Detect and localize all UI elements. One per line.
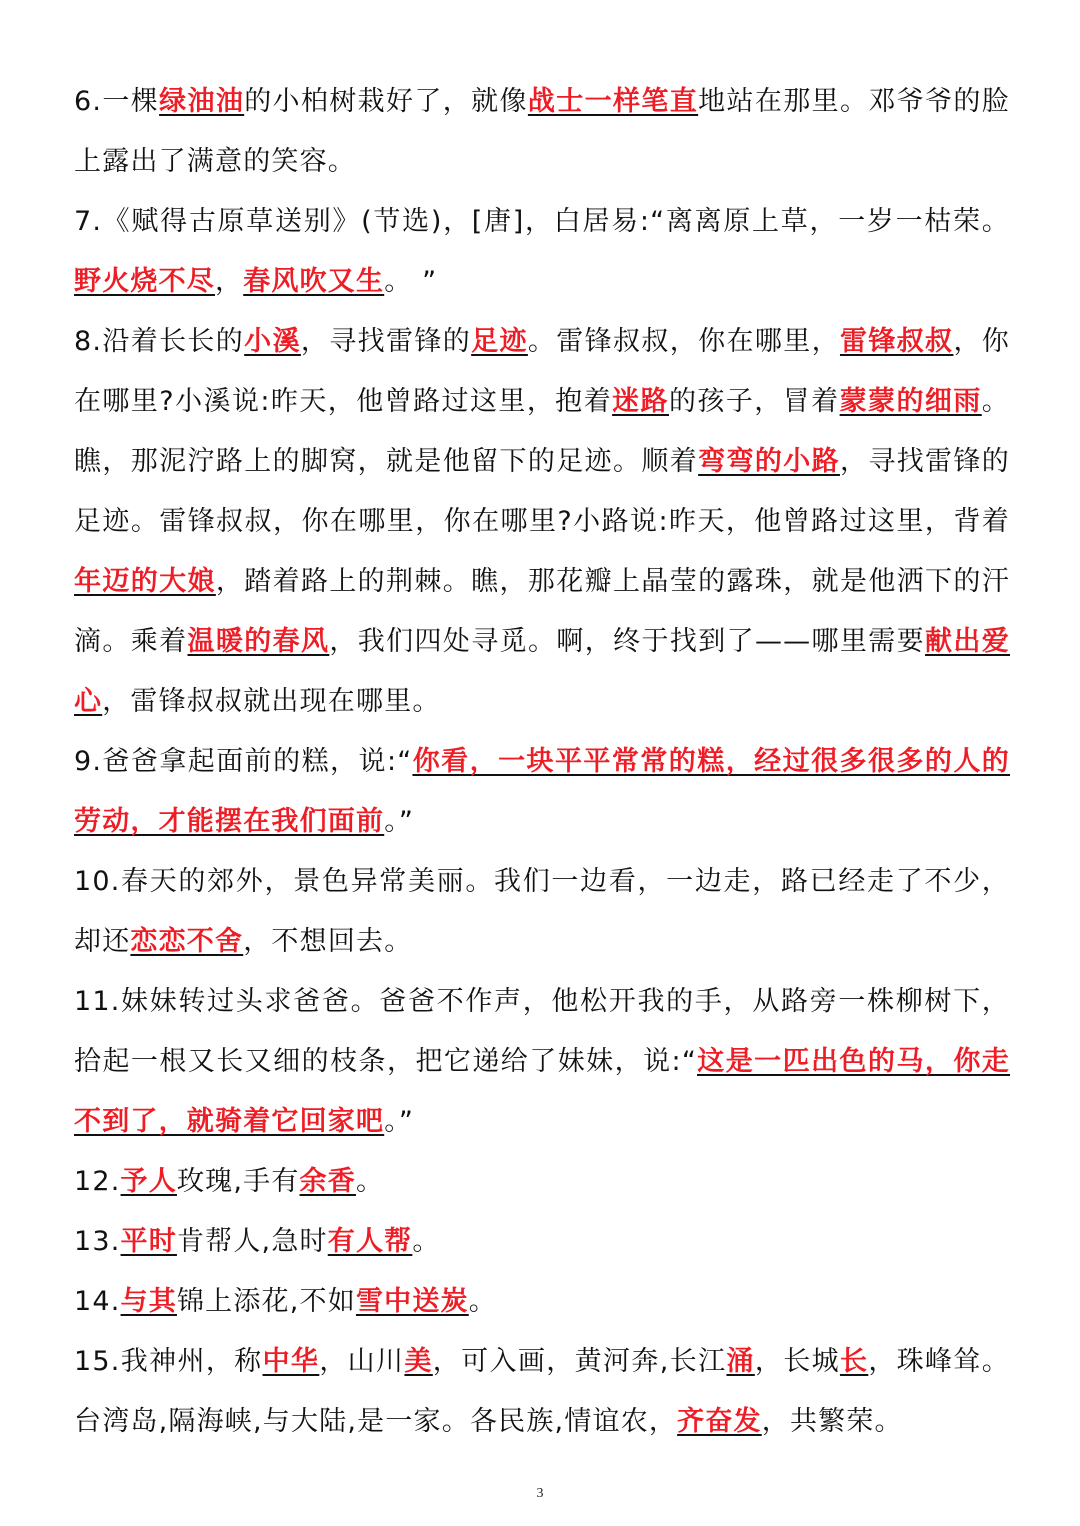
item-text: ，山川	[319, 1346, 405, 1377]
item-text: ，共繁荣。	[761, 1406, 903, 1437]
item-text: 。	[355, 1166, 385, 1197]
answer-highlight: 年迈的大娘	[74, 566, 216, 597]
list-item	[74, 1152, 1010, 1212]
answer-highlight: 中华	[262, 1346, 320, 1377]
item-text: 15.我神州，称	[74, 1346, 263, 1377]
item-text: 13.	[74, 1226, 121, 1257]
answer-highlight: 足迹	[471, 326, 528, 357]
item-text: 9.爸爸拿起面前的糕，说:“	[74, 746, 413, 777]
answer-highlight: 齐奋发	[677, 1406, 762, 1437]
item-text: ，踏着路上的荆棘。瞧，那花瓣上晶莹的露珠，就是他洒下的汗滴。乘着	[74, 566, 1010, 657]
item-text: ，长城	[754, 1346, 840, 1377]
list-item	[74, 192, 1010, 312]
answer-highlight: 雪中送炭	[355, 1286, 469, 1317]
item-text: ，	[215, 266, 244, 297]
answer-highlight: 野火烧不尽	[74, 266, 215, 297]
list-item	[74, 72, 1010, 192]
item-text: 。雷锋叔叔，你在哪里，	[527, 326, 840, 357]
answer-highlight: 小溪	[244, 326, 301, 357]
item-text: 。 ”	[384, 266, 438, 297]
answer-highlight: 雷锋叔叔	[839, 326, 954, 357]
item-text: ，寻找雷锋的	[300, 326, 472, 357]
item-text: ，我们四处寻觅。啊，终于找到了——哪里需要	[329, 626, 926, 657]
item-text: 。	[412, 1226, 441, 1257]
item-text: 14.	[74, 1286, 121, 1317]
page-number: 3	[536, 1486, 544, 1501]
answer-highlight: 献出爱心	[74, 626, 1010, 717]
answer-highlight: 蒙蒙的细雨	[839, 386, 982, 417]
item-text: 。”	[384, 806, 415, 837]
item-text: ，不想回去。	[243, 926, 413, 957]
answer-highlight: 与其	[120, 1286, 177, 1317]
item-text: 肯帮人,急时	[176, 1226, 328, 1257]
list-item	[74, 312, 1010, 732]
list-item	[74, 1332, 1010, 1452]
answer-highlight: 温暖的春风	[187, 626, 330, 657]
item-text: ，雷锋叔叔就出现在哪里。	[102, 686, 441, 717]
item-text: 地站在那里。邓爷爷的脸上露出了满意的笑容。	[74, 86, 1011, 177]
answer-highlight: 平时	[120, 1226, 177, 1257]
item-text: 10.春天的郊外，景色异常美丽。我们一边看，一边走，路已经走了不少，却还	[74, 866, 1010, 957]
answer-highlight: 余香	[299, 1166, 356, 1197]
item-text: ，寻找雷锋的足迹。雷锋叔叔，你在哪里，你在哪里?小路说:昨天，他曾路过这里，背着	[74, 446, 1010, 537]
answer-highlight: 这是一匹出色的马，你走不到了，就骑着它回家吧	[74, 1046, 1011, 1137]
answer-highlight: 恋恋不舍	[130, 926, 244, 957]
item-text: 。	[468, 1286, 497, 1317]
item-text: 11.妹妹转过头求爸爸。爸爸不作声，他松开我的手，从路旁一株柳树下，拾起一根又长又细的枝条，把它递给了妹妹，说:“	[74, 986, 1010, 1077]
item-text: ，珠峰耸。台湾岛,隔海峡,与大陆,是一家。各民族,情谊农，	[74, 1346, 1010, 1437]
list-item	[74, 1212, 1010, 1272]
item-text: 锦上添花,不如	[176, 1286, 356, 1317]
item-text: 8.沿着长长的	[74, 326, 245, 357]
item-text: ，可入画，黄河奔,长江	[432, 1346, 727, 1377]
answer-highlight: 战士一样笔直	[527, 86, 699, 117]
list-item	[74, 852, 1010, 972]
answer-highlight: 你看，一块平平常常的糕，经过很多很多的人的劳动，才能摆在我们面前	[74, 746, 1010, 837]
answer-highlight: 迷路	[612, 386, 669, 417]
item-text: 7.《赋得古原草送别》(节选)，[唐]，白居易:“离离原上草，一岁一枯荣。	[74, 206, 1010, 237]
list-item	[74, 1272, 1010, 1332]
answer-highlight: 涌	[726, 1346, 755, 1377]
item-text: 6.一棵	[74, 86, 160, 117]
list-item	[74, 732, 1010, 852]
item-text: 。”	[384, 1106, 415, 1137]
answer-highlight: 美	[404, 1346, 433, 1377]
answer-highlight: 春风吹又生	[243, 266, 385, 297]
item-text: 。瞧，那泥泞路上的脚窝，就是他留下的足迹。顺着	[74, 386, 1010, 477]
list-item	[74, 972, 1010, 1152]
item-list	[74, 72, 1010, 1452]
answer-highlight: 弯弯的小路	[698, 446, 840, 477]
answer-highlight: 予人	[120, 1166, 177, 1197]
item-text: ，你在哪里?小溪说:昨天，他曾路过这里，抱着	[74, 326, 1011, 417]
item-text: 的小柏树栽好了，就像	[244, 86, 528, 117]
item-text: 玫瑰,手有	[176, 1166, 300, 1197]
answer-highlight: 绿油油	[159, 86, 245, 117]
item-text: 12.	[74, 1166, 121, 1197]
item-text: 的孩子，冒着	[669, 386, 840, 417]
answer-highlight: 有人帮	[327, 1226, 413, 1257]
answer-highlight: 长	[839, 1346, 869, 1377]
